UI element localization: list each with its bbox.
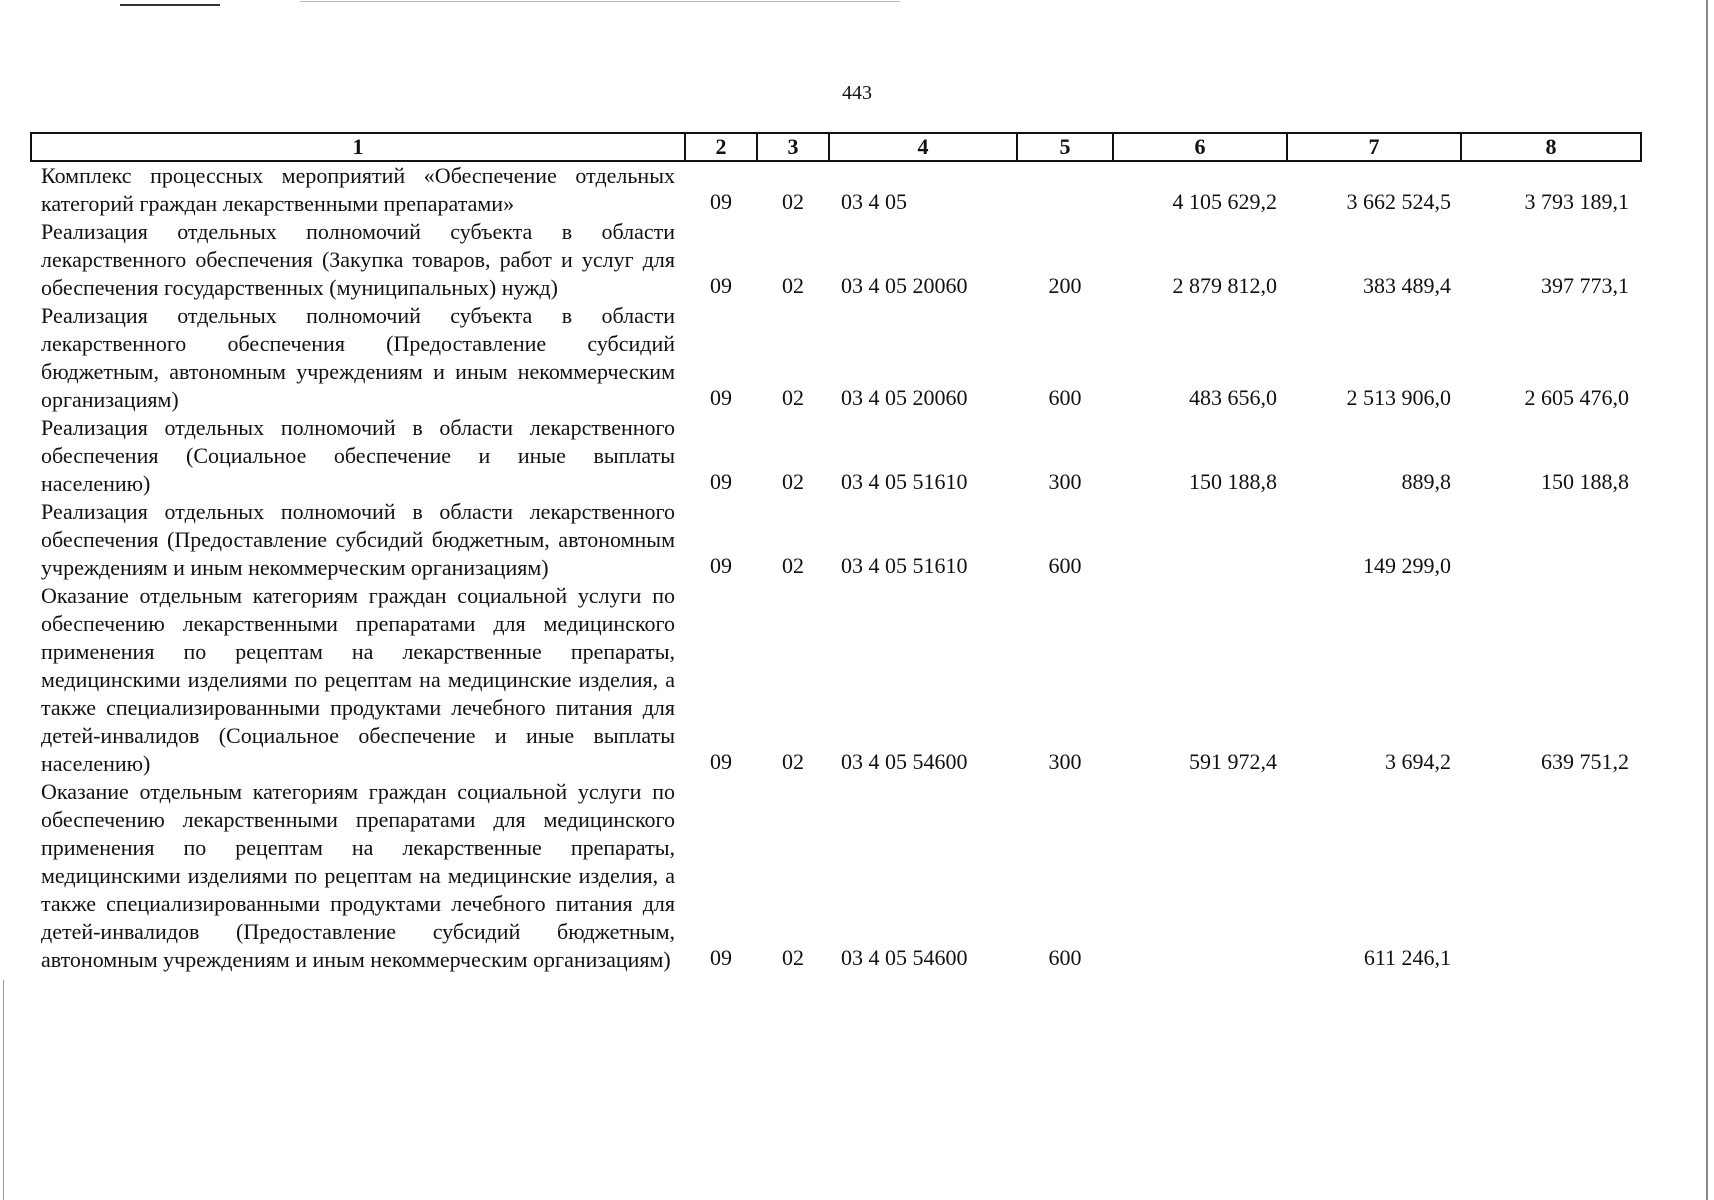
row-section: 09 [710,189,732,214]
row-target-article: 03 4 05 51610 [841,553,968,578]
header-col-1: 1 [31,133,685,161]
row-expense-type [1017,161,1113,218]
row-subsection: 02 [782,469,804,494]
header-col-5: 5 [1017,133,1113,161]
table-row [31,582,1641,778]
row-amount-col8: 639 751,2 [1541,749,1629,774]
row-section: 09 [710,385,732,410]
row-subsection: 02 [782,273,804,298]
row-section: 09 [710,945,732,970]
row-expense-type: 300 [1048,469,1082,494]
table-row [31,302,1641,414]
header-col-2: 2 [685,133,757,161]
row-subsection: 02 [782,749,804,774]
table-body [31,161,1641,974]
row-amount-col7: 889,8 [1401,469,1451,494]
page-number: 443 [842,82,872,104]
budget-table [30,132,1642,974]
row-subsection: 02 [782,553,804,578]
row-expense-type: 200 [1048,273,1082,298]
table-row [31,498,1641,582]
row-amount-col8: 2 605 476,0 [1524,385,1629,410]
row-name: Комплекс процессных мероприятий «Обеспечение отдельных категорий граждан лекарственными препаратами» [41,163,675,216]
row-section: 09 [710,553,732,578]
row-section: 09 [710,469,732,494]
row-target-article: 03 4 05 54600 [841,749,968,774]
table-row [31,161,1641,218]
row-expense-type: 600 [1048,385,1082,410]
scan-left-edge [3,980,4,1200]
header-col-3: 3 [757,133,829,161]
row-amount-col6: 150 188,8 [1189,469,1277,494]
header-col-6: 6 [1113,133,1287,161]
row-name: Оказание отдельным категориям граждан социальной услуги по обеспечению лекарственными препаратами для медицинского применения по рецептам на лекарственные препараты, медицинскими изделиями по рецептам на медицинские изделия, а также специализированными продуктами лечебного питания для детей-инвалидов (Предоставление субсидий бюджетным, автономным учреждениям и иным некоммерческим организациям) [41,779,675,972]
row-target-article: 03 4 05 [841,189,907,214]
row-name: Оказание отдельным категориям граждан социальной услуги по обеспечению лекарственными препаратами для медицинского применения по рецептам на лекарственные препараты, медицинскими изделиями по рецептам на медицинские изделия, а также специализированными продуктами лечебного питания для детей-инвалидов (Социальное обеспечение и иные выплаты населению) [41,583,675,776]
row-amount-col7: 2 513 906,0 [1346,385,1451,410]
row-amount-col7: 3 662 524,5 [1346,189,1451,214]
header-col-8: 8 [1461,133,1641,161]
header-col-7: 7 [1287,133,1461,161]
row-expense-type: 600 [1048,553,1082,578]
row-name: Реализация отдельных полномочий в области лекарственного обеспечения (Социальное обеспечение и иные выплаты населению) [41,415,675,496]
table-row [31,218,1641,302]
row-amount-col6: 4 105 629,2 [1172,189,1277,214]
header-col-4: 4 [829,133,1017,161]
row-expense-type: 600 [1048,945,1082,970]
row-amount-col7: 383 489,4 [1363,273,1451,298]
row-expense-type: 300 [1048,749,1082,774]
scan-right-edge [1706,0,1708,1200]
row-subsection: 02 [782,189,804,214]
row-amount-col7: 611 246,1 [1363,945,1451,970]
row-name: Реализация отдельных полномочий субъекта в области лекарственного обеспечения (Предоставление субсидий бюджетным, автономным учреждениям и иным некоммерческим организациям) [41,303,675,412]
row-section: 09 [710,749,732,774]
row-amount-col8: 3 793 189,1 [1524,189,1629,214]
row-target-article: 03 4 05 20060 [841,385,968,410]
row-amount-col6 [1113,498,1287,582]
row-amount-col7: 3 694,2 [1385,749,1451,774]
row-subsection: 02 [782,385,804,410]
row-name: Реализация отдельных полномочий субъекта в области лекарственного обеспечения (Закупка товаров, работ и услуг для обеспечения государственных (муниципальных) нужд) [41,219,675,300]
row-amount-col8: 150 188,8 [1541,469,1629,494]
row-amount-col6: 483 656,0 [1189,385,1277,410]
table-row [31,778,1641,974]
table-row [31,414,1641,498]
scan-top-faint-rule [300,1,900,2]
row-amount-col6: 591 972,4 [1189,749,1277,774]
row-amount-col8 [1461,498,1641,582]
row-subsection: 02 [782,945,804,970]
scan-top-rule [120,4,220,6]
row-target-article: 03 4 05 20060 [841,273,968,298]
row-section: 09 [710,273,732,298]
row-amount-col6: 2 879 812,0 [1172,273,1277,298]
header-row [31,133,1641,161]
row-amount-col8: 397 773,1 [1541,273,1629,298]
row-name: Реализация отдельных полномочий в области лекарственного обеспечения (Предоставление субсидий бюджетным, автономным учреждениям и иным некоммерческим организациям) [41,499,675,580]
row-amount-col6 [1113,778,1287,974]
row-amount-col7: 149 299,0 [1363,553,1451,578]
row-amount-col8 [1461,778,1641,974]
row-target-article: 03 4 05 51610 [841,469,968,494]
row-target-article: 03 4 05 54600 [841,945,968,970]
